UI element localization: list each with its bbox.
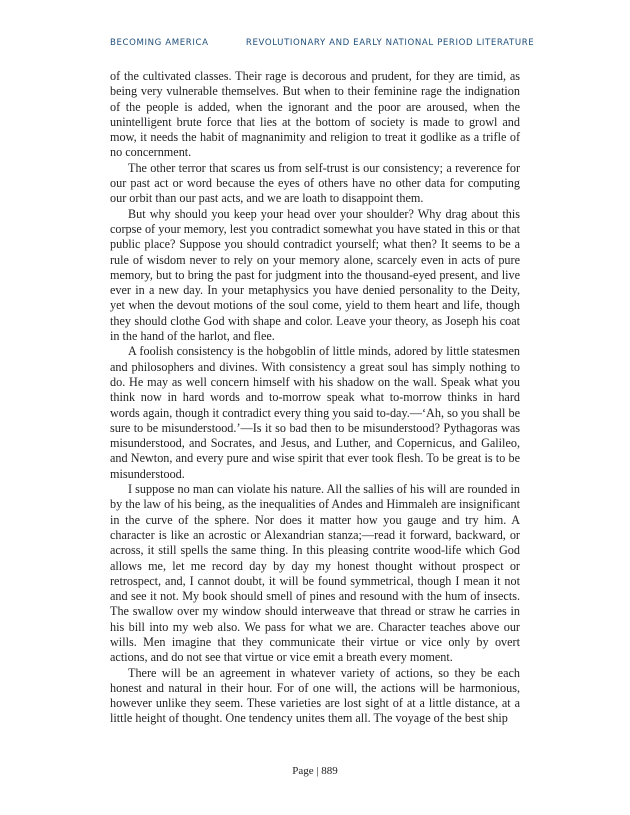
- paragraph: I suppose no man can violate his nature. All the sallies of his will are rounded in by the law of his being, as the inequalities of Andes and Himmaleh are insignificant in the curve of the sphere. Nor does it matter how you gauge and try him. A character is like an acrostic or Alexandrian stanza;—read it forward, backward, or across, it still spells the same thing. In this pleasing contrite wood-life which God allows me, let me record day by day my honest thought without prospect or retrospect, and, I cannot doubt, it will be found symmetrical, though I mean it not and see it not. My book should smell of pines and resound with the hum of insects. The swallow over my window should interweave that thread or straw he carries in his bill into my web also. We pass for what we are. Character teaches above our wills. Men imagine that they communicate their virtue or vice only by overt actions, and do not see that virtue or vice emit a breath every moment.: [110, 482, 520, 665]
- body-text: [110, 69, 520, 727]
- paragraph: But why should you keep your head over your shoulder? Why drag about this corpse of your memory, lest you contradict somewhat you have stated in this or that public place? Suppose you should contradict yourself; what then? It seems to be a rule of wisdom never to rely on your memory alone, scarcely even in acts of pure memory, but to bring the past for judgment into the thousand-eyed present, and live ever in a new day. In your metaphysics you have denied personality to the Deity, yet when the devout motions of the soul come, yield to them heart and life, though they should clothe God with shape and color. Leave your theory, as Joseph his coat in the hand of the harlot, and flee.: [110, 206, 520, 344]
- paragraph: There will be an agreement in whatever variety of actions, so they be each honest and natural in their hour. For of one will, the actions will be harmonious, however unlike they seem. These varieties are lost sight of at a little distance, at a little height of thought. One tendency unites them all. The voyage of the best ship: [110, 665, 520, 726]
- paragraph: of the cultivated classes. Their rage is decorous and prudent, for they are timid, as being very vulnerable themselves. But when to their feminine rage the indignation of the people is added, when the ignorant and the poor are aroused, when the unintelligent brute force that lies at the bottom of society is made to growl and mow, it needs the habit of magnanimity and religion to treat it godlike as a trifle of no concernment.: [110, 69, 520, 160]
- section-title: REVOLUTIONARY AND EARLY NATIONAL PERIOD LITERATURE: [245, 38, 535, 48]
- paragraph: The other terror that scares us from self-trust is our consistency; a reverence for our past act or word because the eyes of others have no other data for computing our orbit than our past acts, and we are loath to disappoint them.: [110, 160, 520, 206]
- running-header: [110, 38, 535, 48]
- paragraph: A foolish consistency is the hobgoblin of little minds, adored by little statesmen and philosophers and divines. With consistency a great soul has simply nothing to do. He may as well concern himself with his shadow on the wall. Speak what you think now in hard words and to-morrow speak what to-morrow thinks in hard words again, though it contradict every thing you said to-day.—‘Ah, so you shall be sure to be misunderstood.’—Is it so bad then to be misunderstood? Pythagoras was misunderstood, and Socrates, and Jesus, and Luther, and Copernicus, and Galileo, and Newton, and every pure and wise spirit that ever took flesh. To be great is to be misunderstood.: [110, 344, 520, 481]
- book-title: BECOMING AMERICA: [110, 38, 209, 48]
- page-number: Page | 889: [292, 765, 338, 777]
